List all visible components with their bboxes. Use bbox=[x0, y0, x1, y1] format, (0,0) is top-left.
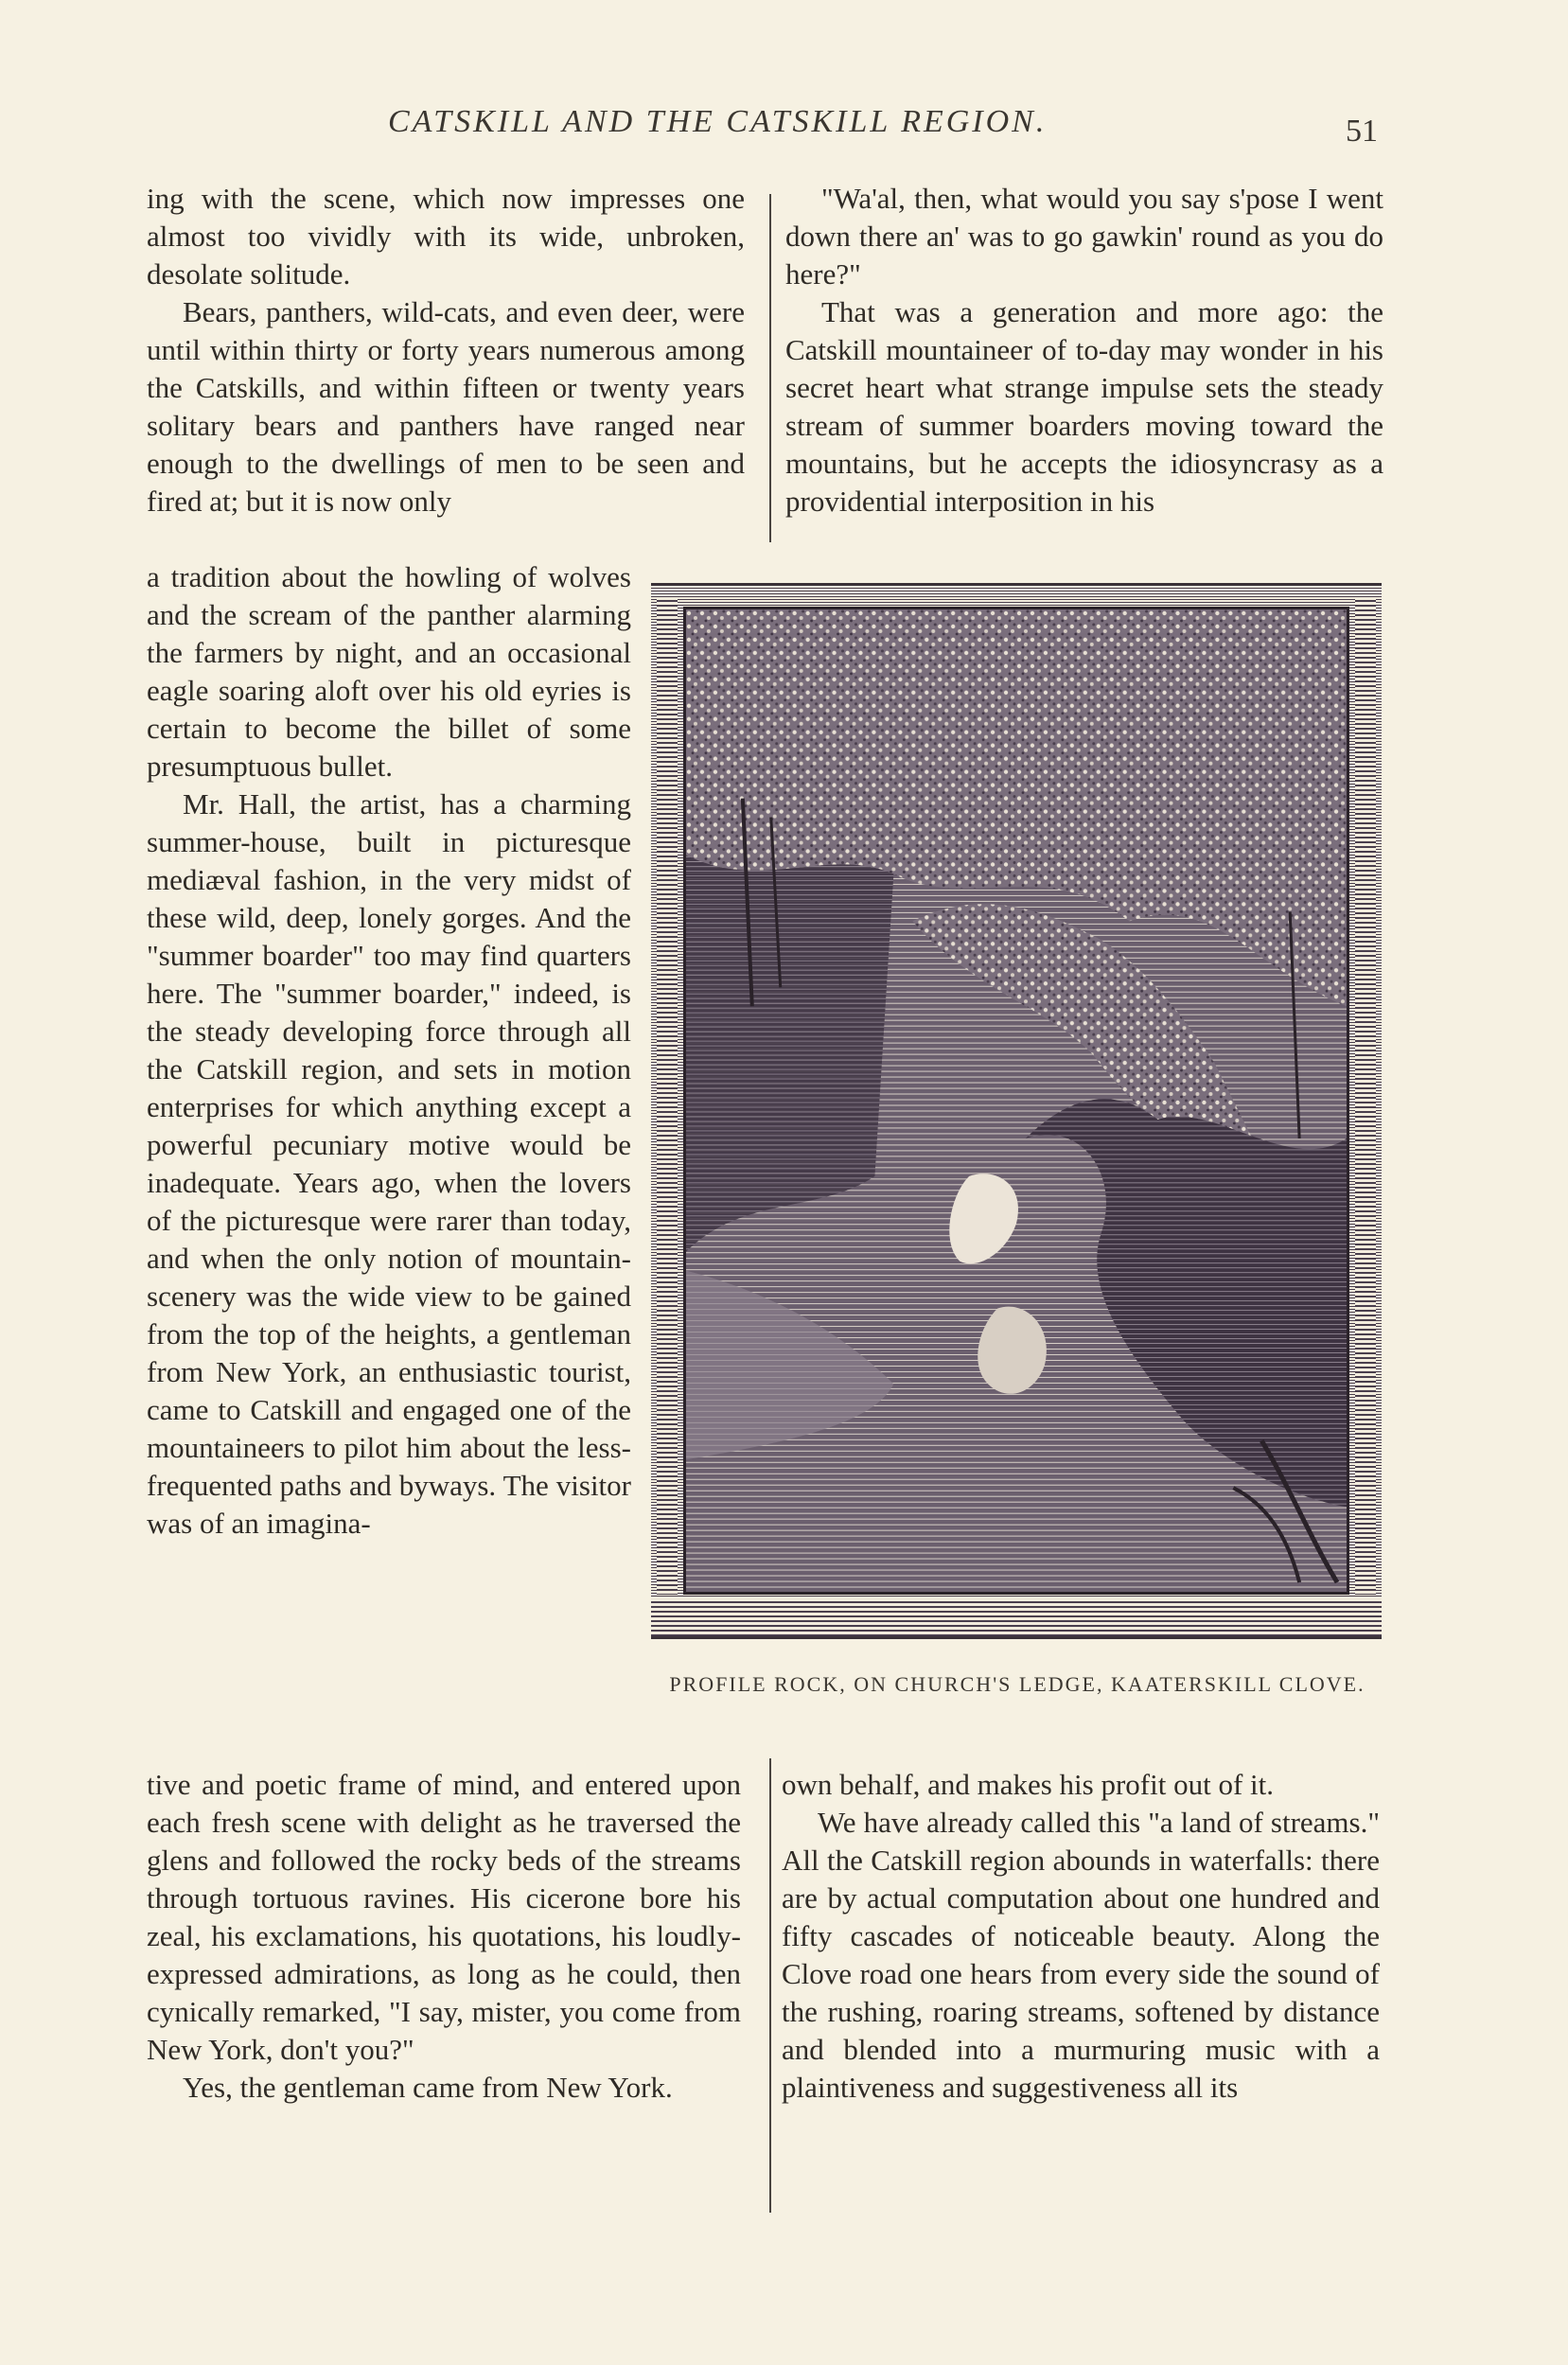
paragraph: ing with the scene, which now impresses one almost too vividly with its wide, unbroken, desolate solitude. bbox=[147, 182, 745, 291]
paragraph: "Wa'al, then, what would you say s'pose I went down there an' was to go gawkin' round as you do here?" bbox=[785, 182, 1383, 291]
left-column-bottom bbox=[147, 1766, 741, 2107]
paragraph: a tradition about the howling of wolves and the scream of the panther alarming the farmers by night, and an occasional eagle soaring aloft over his old eyries is certain to become the billet of some presumptuous bullet. bbox=[147, 560, 631, 783]
profile-rock-engraving bbox=[683, 607, 1349, 1595]
frame-hatching-left bbox=[657, 597, 678, 1595]
right-column-bottom bbox=[782, 1766, 1380, 2107]
illustration-caption: PROFILE ROCK, ON CHURCH'S LEDGE, KAATERSKILL CLOVE. bbox=[669, 1672, 1365, 1696]
frame-hatching-right bbox=[1355, 597, 1376, 1595]
engraving-drawing bbox=[686, 609, 1347, 1592]
paragraph: Bears, panthers, wild-cats, and even deer, were until within thirty or forty years numerous among the Catskills, and within fifteen or twenty years solitary bears and panthers have ranged near enough to the dwellings of men to be seen and fired at; but it is now only bbox=[147, 295, 745, 518]
paragraph: We have already called this "a land of streams." All the Catskill region abounds in waterfalls: there are by actual computation about one hundred and fifty cascades of noticeable beauty. Along the Clove road one hears from every side the sound of the rushing, roaring streams, softened by distance and blended into a murmuring music with a plaintiveness and suggestiveness all its bbox=[782, 1806, 1380, 2104]
paragraph: own behalf, and makes his profit out of it. bbox=[782, 1768, 1275, 1801]
engraving-illustration bbox=[651, 583, 1382, 1639]
page-number: 51 bbox=[1346, 114, 1378, 149]
paragraph: Mr. Hall, the artist, has a charming summer-house, built in picturesque mediæval fashion, in the very midst of these wild, deep, lonely gorges. And the "summer boarder" too may find quarters here. The "summer boarder," indeed, is the steady developing force through all the Catskill region, and sets in motion enterprises for which anything except a powerful pecuniary motive would be inadequate. Years ago, when the lovers of the picturesque were rarer than today, and when the only notion of mountain-scenery was the wide view to be gained from the top of the heights, a gentleman from New York, an enthusiastic tourist, came to Catskill and engaged one of the mountaineers to pilot him about the less-frequented paths and byways. The visitor was of an imagina- bbox=[147, 787, 631, 1540]
column-rule-bottom bbox=[769, 1758, 771, 2213]
left-column-top bbox=[147, 180, 745, 521]
column-rule-top bbox=[769, 194, 771, 542]
paragraph: That was a generation and more ago: the Catskill mountaineer of to-day may wonder in his secret heart what strange impulse sets the steady stream of summer boarders moving toward the mountains, but he accepts the idiosyncrasy as a providential interposition in his bbox=[785, 295, 1383, 518]
right-column-top bbox=[785, 180, 1383, 521]
paragraph: Yes, the gentleman came from New York. bbox=[183, 2071, 673, 2104]
left-column-narrow bbox=[147, 558, 631, 1543]
paragraph: tive and poetic frame of mind, and entered upon each fresh scene with delight as he traversed the glens and followed the rocky beds of the streams through tortuous ravines. His cicerone bore his zeal, his exclamations, his quotations, his loudly-expressed admirations, as long as he could, then cynically remarked, "I say, mister, you come from New York, don't you?" bbox=[147, 1768, 741, 2066]
running-header: CATSKILL AND THE CATSKILL REGION. bbox=[388, 104, 1048, 139]
frame-hatching-bottom bbox=[651, 1598, 1382, 1636]
